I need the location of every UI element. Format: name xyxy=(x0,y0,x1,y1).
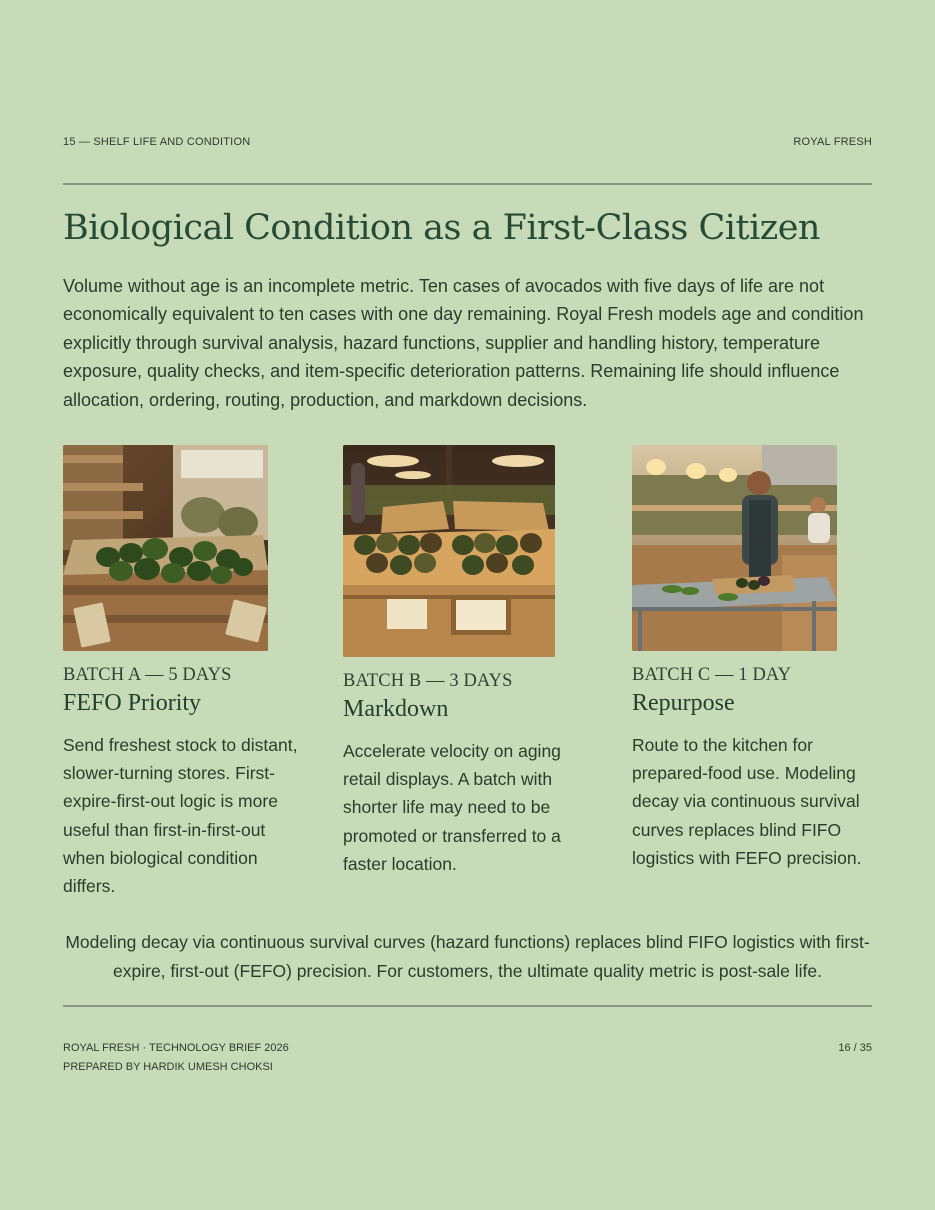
footer-publication: ROYAL FRESH · TECHNOLOGY BRIEF 2026 xyxy=(63,1042,289,1054)
page-number: 16 / 35 xyxy=(838,1042,872,1054)
batch-a-card xyxy=(63,445,308,900)
section-label: 15 — SHELF LIFE AND CONDITION xyxy=(63,136,251,148)
running-header xyxy=(63,136,872,150)
intro-paragraph: Volume without age is an incomplete metric. Ten cases of avocados with five days of life are not economically equivalent to ten cases with one day remaining. Royal Fresh models age and condition explicitly through survival analysis, hazard functions, supplier and handling history, temperature exposure, quality checks, and item-specific deterioration patterns. Remaining life should influence allocation, ordering, routing, production, and markdown decisions. xyxy=(63,276,864,410)
batch-a-action: FEFO Priority xyxy=(63,690,202,716)
batch-b-card xyxy=(343,445,588,878)
batch-b-text: Accelerate velocity on aging retail displays. A batch with shorter life may need to be promoted or transferred to a faster location. xyxy=(343,741,561,874)
batch-c-text: Route to the kitchen for prepared-food use. Modeling decay via continuous survival curves replaces blind FIFO logistics with FEFO precision. xyxy=(632,735,862,868)
retail-display-photo xyxy=(343,445,555,657)
footer-author: PREPARED BY HARDIK UMESH CHOKSI xyxy=(63,1061,273,1073)
batch-c-action: Repurpose xyxy=(632,690,735,716)
batch-a-label: BATCH A — 5 DAYS xyxy=(63,665,232,685)
kitchen-prep-photo xyxy=(632,445,837,651)
page-title: Biological Condition as a First-Class Citizen xyxy=(63,208,820,248)
batch-a-text: Send freshest stock to distant, slower-turning stores. First-expire-first-out logic is more useful than first-in-first-out when biological condition differs. xyxy=(63,735,298,897)
batch-c-label: BATCH C — 1 DAY xyxy=(632,665,792,685)
footer-divider xyxy=(63,1005,872,1007)
brand-label: ROYAL FRESH xyxy=(793,136,872,148)
summary-paragraph: Modeling decay via continuous survival curves (hazard functions) replaces blind FIFO logistics with first-expire, first-out (FEFO) precision. For customers, the ultimate quality metric is post-sale life. xyxy=(65,932,870,981)
batch-b-label: BATCH B — 3 DAYS xyxy=(343,671,513,691)
batch-b-action: Markdown xyxy=(343,696,449,722)
batch-c-card xyxy=(632,445,877,872)
document-page xyxy=(63,0,872,1210)
header-divider xyxy=(63,183,872,185)
avocado-crate-photo xyxy=(63,445,268,651)
